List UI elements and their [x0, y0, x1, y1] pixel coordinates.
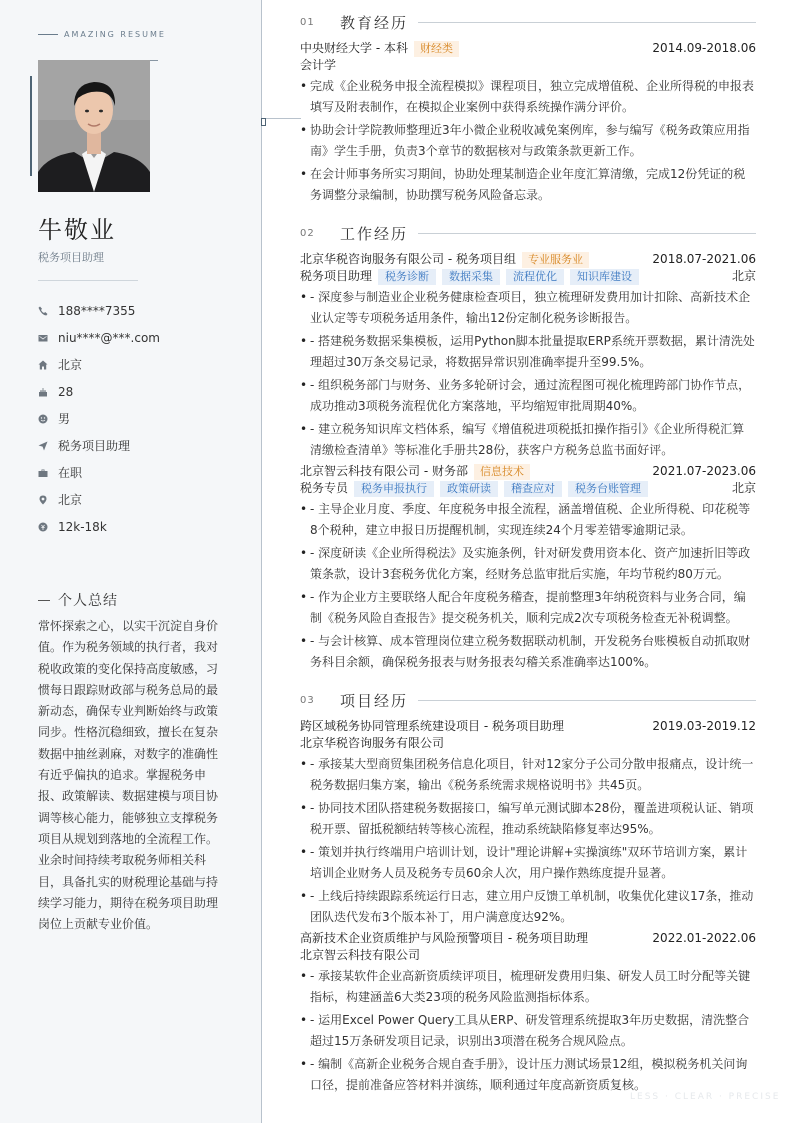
- info-email: [38, 324, 160, 351]
- info-age: [38, 378, 160, 405]
- project-date: 2019.03-2019.12: [652, 719, 756, 733]
- project-entry: [300, 718, 756, 930]
- send-icon: [38, 441, 58, 451]
- industry-tag: 专业服务业: [522, 252, 589, 268]
- skill-tag: 流程优化: [506, 269, 564, 285]
- summary-title: 个人总结: [58, 593, 118, 609]
- list-item: • - 编制《高新企业税务合规自查手册》，设计压力测试场景12组，模拟税务机关问询口径，提前准备应答材料并演练，顺利通过年度高新资质复核。: [300, 1054, 756, 1095]
- section-education-heading: [300, 12, 756, 33]
- major: 会计学: [300, 58, 337, 72]
- summary-heading: [38, 590, 118, 610]
- salary-icon: [38, 522, 58, 532]
- project-name: 跨区域税务协同管理系统建设项目 - 税务项目助理: [300, 719, 564, 733]
- info-target-position: [38, 432, 160, 459]
- info-text: 28: [58, 384, 74, 399]
- info-text: 北京: [58, 493, 83, 507]
- job-position: 税务专员: [300, 481, 349, 495]
- info-phone: [38, 297, 160, 324]
- list-item: • 协助会计学院教师整理近3年小微企业税收减免案例库，参与编写《税务政策应用指南》学生手册，负责3个章节的数据核对与政策条款更新工作。: [300, 120, 756, 161]
- info-gender: [38, 405, 160, 432]
- info-text: niu****@***.com: [58, 330, 160, 345]
- list-item: • - 建立税务知识库文档体系，编写《增值税进项税抵扣操作指引》《企业所得税汇算清缴检查清单》等标准化手册共28份，获客户方税务总监书面好评。: [300, 419, 756, 460]
- brand-text: AMAZING RESUME: [64, 30, 166, 39]
- profile-photo-frame: [38, 60, 150, 192]
- skill-tag: 税务台账管理: [568, 481, 648, 497]
- company-name: 北京华税咨询服务有限公司 - 税务项目组: [300, 252, 516, 266]
- project-entry: [300, 930, 756, 1098]
- skill-tag: 税务诊断: [378, 269, 436, 285]
- list-item: • 完成《企业税务申报全流程模拟》课程项目，独立完成增值税、企业所得税的申报表填写及附表制作，在模拟企业案例中获得系统操作满分评价。: [300, 76, 756, 117]
- list-item: • - 深度研读《企业所得税法》及实施条例，针对研发费用资本化、资产加速折旧等政策条款，设计3套税务优化方案，经财务总监审批后实施，年均节税约80万元。: [300, 543, 756, 584]
- info-text: 北京: [58, 358, 83, 372]
- job-bullets: [300, 287, 756, 460]
- education-date: 2014.09-2018.06: [652, 41, 756, 55]
- sidebar: [0, 0, 262, 1123]
- project-bullets: [300, 966, 756, 1095]
- job-date: 2018.07-2021.06: [652, 252, 756, 266]
- section-title: 工作经历: [340, 225, 409, 243]
- info-salary: [38, 513, 160, 540]
- info-residence: [38, 351, 160, 378]
- info-location: [38, 486, 160, 513]
- project-org: 北京智云科技有限公司: [300, 948, 421, 962]
- project-name: 高新技术企业资质维护与风险预警项目 - 税务项目助理: [300, 931, 588, 945]
- brand: [38, 30, 166, 39]
- company-name: 北京智云科技有限公司 - 财务部: [300, 464, 468, 478]
- project-org: 北京华税咨询服务有限公司: [300, 736, 445, 750]
- list-item: • - 作为企业方主要联络人配合年度税务稽查，提前整理3年纳税资料与业务合同，编制《税务风险自查报告》提交税务机关，顺利完成2次专项税务检查无补税调整。: [300, 587, 756, 628]
- job-city: 北京: [731, 481, 756, 495]
- contact-info-list: [38, 297, 160, 540]
- timeline-connector: [261, 118, 301, 119]
- watermark: LESS · CLEAR · PRECISE: [630, 1092, 781, 1102]
- education-entry: [300, 40, 756, 208]
- candidate-name: 牛敬业: [38, 216, 116, 244]
- candidate-role: 税务项目助理: [38, 251, 104, 264]
- info-text: 税务项目助理: [58, 439, 131, 453]
- work-entry: [300, 463, 756, 675]
- info-text: 188****7355: [58, 303, 136, 318]
- cake-icon: [38, 387, 58, 397]
- profile-photo: [38, 60, 150, 192]
- list-item: • - 上线后持续跟踪系统运行日志，建立用户反馈工单机制，收集优化建议17条，推动团队迭代发布3个版本补丁，用户满意度达92%。: [300, 886, 756, 927]
- skill-tag: 数据采集: [442, 269, 500, 285]
- skill-tag: 稽查应对: [504, 481, 562, 497]
- list-item: • - 承接某大型商贸集团税务信息化项目，针对12家分子公司分散申报痛点，设计统一税务数据归集方案，输出《税务系统需求规格说明书》共45页。: [300, 754, 756, 795]
- briefcase-icon: [38, 468, 58, 478]
- section-work-heading: [300, 223, 756, 244]
- section-title: 项目经历: [340, 692, 409, 710]
- skill-tag: 知识库建设: [570, 269, 639, 285]
- home-icon: [38, 360, 58, 370]
- section-number: 01: [300, 17, 315, 28]
- section-number: 02: [300, 228, 315, 239]
- divider: [38, 280, 138, 281]
- list-item: • - 深度参与制造业企业税务健康检查项目，独立梳理研发费用加计扣除、高新技术企业认定等专项税务适用条件，输出12份定制化税务诊断报告。: [300, 287, 756, 328]
- list-item: • - 策划并执行终端用户培训计划，设计"理论讲解+实操演练"双环节培训方案，累计培训企业财务人员及税务专员60余人次，用户操作熟练度提升显著。: [300, 842, 756, 883]
- school-name: 中央财经大学 - 本科: [300, 41, 408, 55]
- project-bullets: [300, 754, 756, 927]
- industry-tag: 信息技术: [474, 464, 530, 480]
- gender-icon: [38, 414, 58, 424]
- work-entry: [300, 251, 756, 463]
- phone-icon: [38, 306, 58, 316]
- list-item: • - 协同技术团队搭建税务数据接口，编写单元测试脚本28份，覆盖进项税认证、销项税开票、留抵税额结转等核心流程，推动系统缺陷修复率达95%。: [300, 798, 756, 839]
- job-bullets: [300, 499, 756, 672]
- school-tag: 财经类: [414, 41, 459, 57]
- job-city: 北京: [731, 269, 756, 283]
- info-text: 男: [58, 412, 71, 426]
- list-item: • - 组织税务部门与财务、业务多轮研讨会，通过流程图可视化梳理跨部门协作节点，成功推动3项税务流程优化方案落地，平均缩短审批周期40%。: [300, 375, 756, 416]
- mail-icon: [38, 333, 58, 343]
- skill-tag: 政策研读: [440, 481, 498, 497]
- list-item: • - 与会计核算、成本管理岗位建立税务数据联动机制，开发税务台账模板自动抓取财务科目余额，确保税务报表与财务报表勾稽关系准确率达100%。: [300, 631, 756, 672]
- list-item: • 在会计师事务所实习期间，协助处理某制造企业年度汇算清缴，完成12份凭证的税务调整分录编制，协助撰写税务风险备忘录。: [300, 164, 756, 205]
- job-date: 2021.07-2023.06: [652, 464, 756, 478]
- info-text: 12k-18k: [58, 519, 107, 534]
- timeline-marker: [261, 118, 266, 126]
- list-item: • - 搭建税务数据采集模板，运用Python脚本批量提取ERP系统开票数据，累计清洗处理超过30万条交易记录，将数据异常识别准确率提升至99.5%。: [300, 331, 756, 372]
- skill-tag: 税务申报执行: [354, 481, 434, 497]
- info-text: 在职: [58, 466, 83, 480]
- education-bullets: [300, 76, 756, 205]
- summary-text: 常怀探索之心，以实干沉淀自身价值。作为税务领域的执行者，我对税收政策的变化保持高度敏感，习惯每日跟踪财政部与税务总局的最新动态，确保专业判断始终与政策同步。性格沉稳细致，擅长在复杂数据中抽丝剥麻，对数字的准确性有近乎偏执的追求。掌握税务申报、政策解读、数据建模与项目协调等核心能力，能够独立支撑税务项目从规划到落地的全流程工作。业余时间持续考取税务师相关科目，具备扎实的财税理论基础与持续学习能力，期待在税务项目助理岗位上贡献专业价值。: [38, 619, 219, 932]
- job-position: 税务项目助理: [300, 269, 373, 283]
- section-projects-heading: [300, 690, 756, 711]
- section-number: 03: [300, 695, 315, 706]
- list-item: • - 承接某软件企业高新资质续评项目，梳理研发费用归集、研发人员工时分配等关键指标，构建涵盖6大类23项的税务风险监测指标体系。: [300, 966, 756, 1007]
- list-item: • - 主导企业月度、季度、年度税务申报全流程，涵盖增值税、企业所得税、印花税等8个税种，建立申报日历提醒机制，实现连续24个月零差错零逾期记录。: [300, 499, 756, 540]
- location-pin-icon: [38, 495, 58, 505]
- list-item: • - 运用Excel Power Query工具从ERP、研发管理系统提取3年历史数据，清洗整合超过15万条研发项目记录，识别出3项潜在税务合规风险点。: [300, 1010, 756, 1051]
- section-title: 教育经历: [340, 14, 409, 32]
- project-date: 2022.01-2022.06: [652, 931, 756, 945]
- info-status: [38, 459, 160, 486]
